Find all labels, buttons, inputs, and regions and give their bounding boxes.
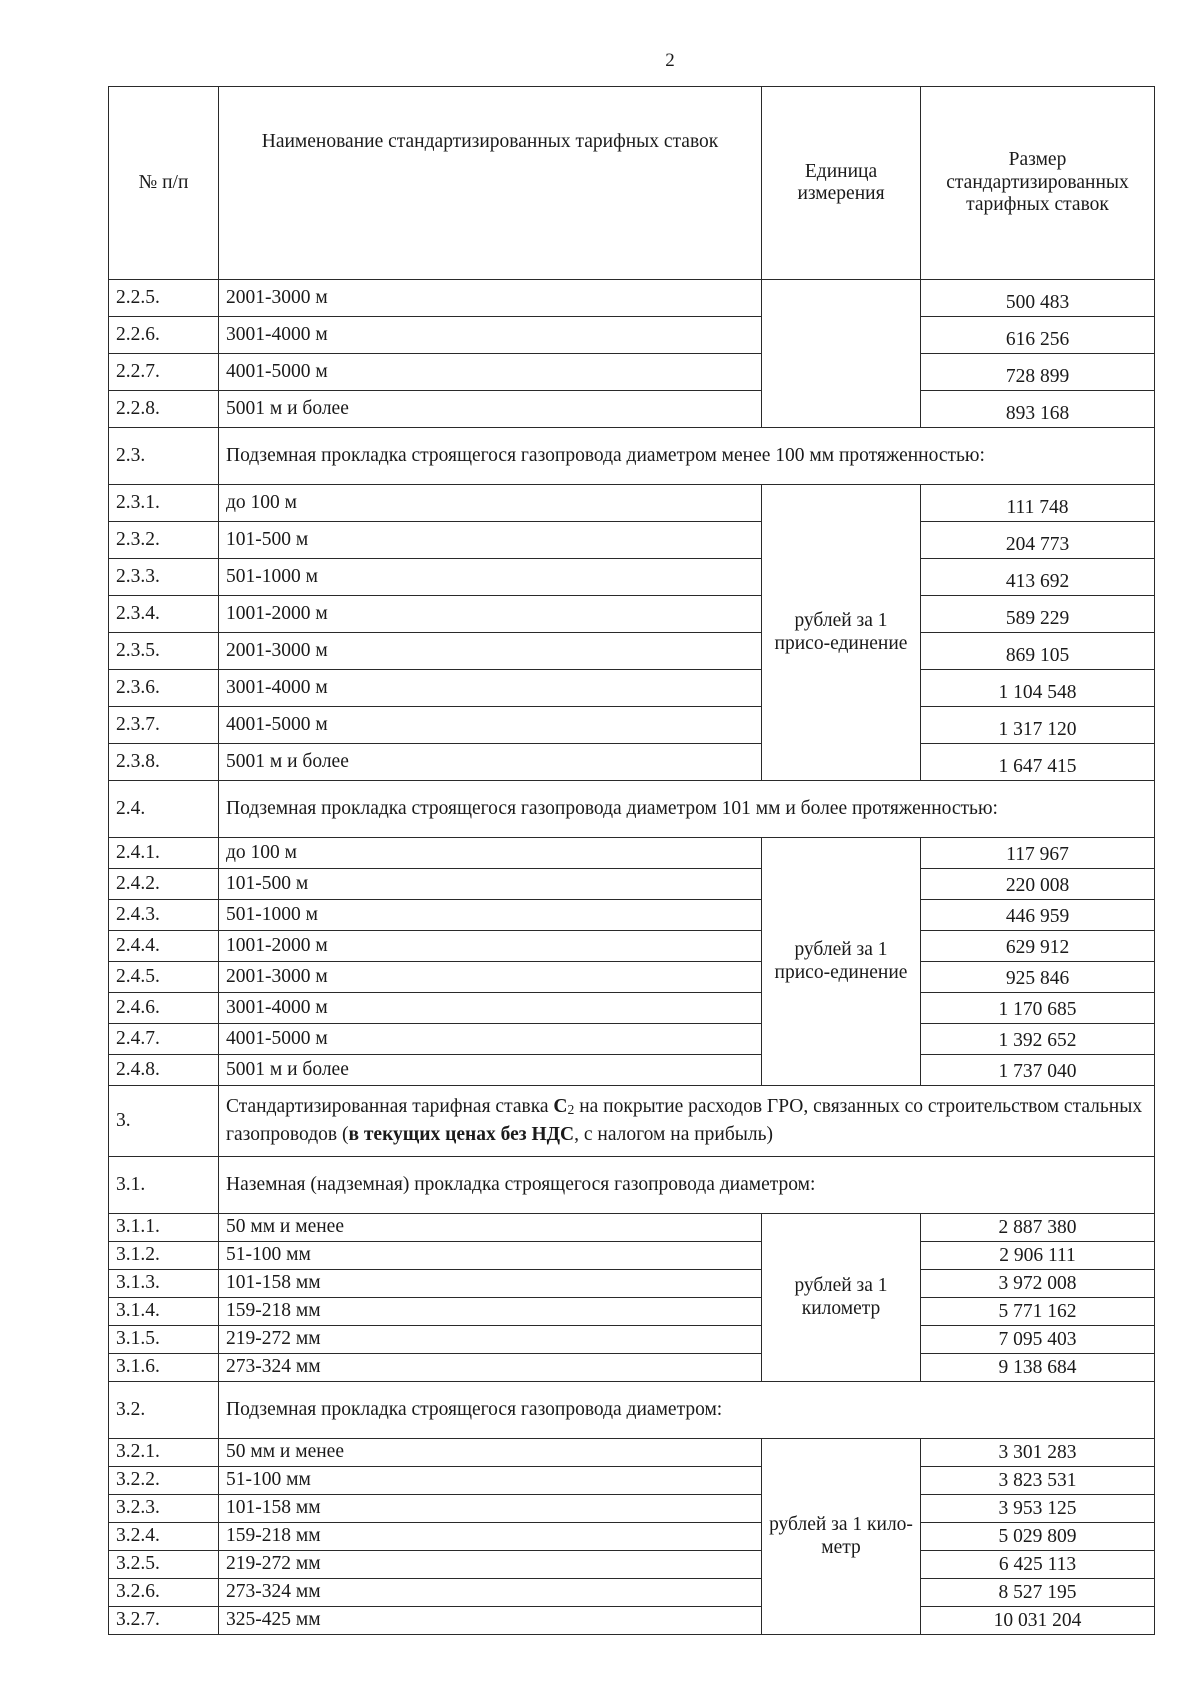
table-row [109, 838, 1155, 869]
table-row [109, 1467, 1155, 1495]
tariff-table [108, 86, 1155, 1635]
section-title [219, 1086, 1155, 1157]
section-3-title-a: Стандартизированная тарифная ставка [226, 1095, 554, 1117]
item-name: 1001-2000 м [219, 931, 762, 962]
item-number: 2.4.1. [109, 838, 219, 869]
item-value: 5 029 809 [921, 1523, 1155, 1551]
item-name: 325-425 мм [219, 1607, 762, 1635]
item-name: 273-324 мм [219, 1579, 762, 1607]
item-value: 1 104 548 [921, 670, 1155, 707]
table-row [109, 559, 1155, 596]
table-row [109, 1579, 1155, 1607]
table-row [109, 900, 1155, 931]
item-name: 51-100 мм [219, 1242, 762, 1270]
item-value: 869 105 [921, 633, 1155, 670]
section-title: Подземная прокладка строящегося газопровода диаметром менее 100 мм протяженностью: [219, 428, 1155, 485]
table-row [109, 485, 1155, 522]
item-value: 9 138 684 [921, 1354, 1155, 1382]
section-row [109, 428, 1155, 485]
item-number: 3.2.3. [109, 1495, 219, 1523]
section-number: 2.4. [109, 781, 219, 838]
header-value: Размер стандартизированных тарифных ставок [921, 87, 1155, 280]
table-row [109, 596, 1155, 633]
item-number: 3.2.1. [109, 1439, 219, 1467]
item-number: 2.3.1. [109, 485, 219, 522]
section-3-title-b: на покрытие расходов ГРО, связанных со строительством стальных газопроводов ( [226, 1095, 1143, 1145]
item-number: 2.3.5. [109, 633, 219, 670]
item-name: 3001-4000 м [219, 993, 762, 1024]
item-number: 2.3.7. [109, 707, 219, 744]
item-value: 3 953 125 [921, 1495, 1155, 1523]
item-number: 2.2.8. [109, 391, 219, 428]
item-name: 101-158 мм [219, 1270, 762, 1298]
item-number: 2.4.8. [109, 1055, 219, 1086]
page-number: 2 [665, 50, 675, 71]
section-title: Подземная прокладка строящегося газопровода диаметром: [219, 1382, 1155, 1439]
item-number: 3.2.4. [109, 1523, 219, 1551]
item-number: 2.4.7. [109, 1024, 219, 1055]
table-row [109, 391, 1155, 428]
header-name: Наименование стандартизированных тарифных ставок [219, 87, 762, 280]
header-unit: Единица измерения [762, 87, 921, 280]
section-title: Наземная (надземная) прокладка строящегося газопровода диаметром: [219, 1157, 1155, 1214]
item-name: 5001 м и более [219, 391, 762, 428]
item-value: 616 256 [921, 317, 1155, 354]
table-row [109, 1495, 1155, 1523]
table-row [109, 1523, 1155, 1551]
item-number: 2.4.5. [109, 962, 219, 993]
table-row [109, 280, 1155, 317]
item-value: 1 170 685 [921, 993, 1155, 1024]
item-value: 1 317 120 [921, 707, 1155, 744]
item-value: 3 972 008 [921, 1270, 1155, 1298]
item-value: 2 887 380 [921, 1214, 1155, 1242]
item-value: 1 737 040 [921, 1055, 1155, 1086]
item-number: 2.2.5. [109, 280, 219, 317]
table-row [109, 707, 1155, 744]
item-value: 629 912 [921, 931, 1155, 962]
table-row [109, 993, 1155, 1024]
item-name: до 100 м [219, 485, 762, 522]
section-row [109, 1157, 1155, 1214]
table-row [109, 1439, 1155, 1467]
table-row [109, 869, 1155, 900]
item-name: 1001-2000 м [219, 596, 762, 633]
section-3-title-end: , с налогом на прибыль) [574, 1124, 773, 1145]
item-value: 446 959 [921, 900, 1155, 931]
item-name: 2001-3000 м [219, 962, 762, 993]
item-name: 101-500 м [219, 869, 762, 900]
section-number: 2.3. [109, 428, 219, 485]
item-value: 1 392 652 [921, 1024, 1155, 1055]
item-value: 5 771 162 [921, 1298, 1155, 1326]
section-3-title-sub: 2 [567, 1101, 575, 1117]
table-row [109, 633, 1155, 670]
item-number: 2.3.2. [109, 522, 219, 559]
item-number: 3.2.7. [109, 1607, 219, 1635]
table-row [109, 1354, 1155, 1382]
item-number: 2.3.3. [109, 559, 219, 596]
item-value: 3 823 531 [921, 1467, 1155, 1495]
item-value: 6 425 113 [921, 1551, 1155, 1579]
item-number: 2.3.6. [109, 670, 219, 707]
item-name: 273-324 мм [219, 1354, 762, 1382]
item-name: 2001-3000 м [219, 633, 762, 670]
item-number: 3.1.6. [109, 1354, 219, 1382]
item-number: 3.1.4. [109, 1298, 219, 1326]
item-name: 219-272 мм [219, 1326, 762, 1354]
item-number: 2.4.4. [109, 931, 219, 962]
item-value: 413 692 [921, 559, 1155, 596]
table-row [109, 1607, 1155, 1635]
item-number: 3.1.1. [109, 1214, 219, 1242]
item-value: 117 967 [921, 838, 1155, 869]
item-value: 204 773 [921, 522, 1155, 559]
item-value: 8 527 195 [921, 1579, 1155, 1607]
unit-cell: рублей за 1 кило-метр [762, 1439, 921, 1635]
item-number: 3.2.5. [109, 1551, 219, 1579]
item-name: 50 мм и менее [219, 1439, 762, 1467]
item-value: 728 899 [921, 354, 1155, 391]
header-num: № п/п [109, 87, 219, 280]
item-number: 3.1.2. [109, 1242, 219, 1270]
section-number: 3.1. [109, 1157, 219, 1214]
item-value: 10 031 204 [921, 1607, 1155, 1635]
item-value: 111 748 [921, 485, 1155, 522]
table-row [109, 1326, 1155, 1354]
item-value: 893 168 [921, 391, 1155, 428]
section-row [109, 1382, 1155, 1439]
item-number: 3.1.5. [109, 1326, 219, 1354]
item-value: 500 483 [921, 280, 1155, 317]
item-name: 2001-3000 м [219, 280, 762, 317]
item-number: 3.2.2. [109, 1467, 219, 1495]
item-value: 589 229 [921, 596, 1155, 633]
item-name: 3001-4000 м [219, 670, 762, 707]
section-number: 3. [109, 1086, 219, 1157]
item-name: 219-272 мм [219, 1551, 762, 1579]
table-row [109, 1270, 1155, 1298]
item-number: 2.3.8. [109, 744, 219, 781]
item-name: до 100 м [219, 838, 762, 869]
unit-cell [762, 280, 921, 428]
item-name: 4001-5000 м [219, 707, 762, 744]
table-row [109, 1551, 1155, 1579]
item-value: 1 647 415 [921, 744, 1155, 781]
table-row [109, 670, 1155, 707]
item-name: 5001 м и более [219, 1055, 762, 1086]
table-row [109, 522, 1155, 559]
item-name: 159-218 мм [219, 1523, 762, 1551]
section-3-title-bold: в текущих ценах без НДС [348, 1124, 575, 1145]
section-3-title-c: C [553, 1095, 568, 1117]
item-number: 2.2.7. [109, 354, 219, 391]
item-number: 2.4.3. [109, 900, 219, 931]
section-row [109, 781, 1155, 838]
item-value: 220 008 [921, 869, 1155, 900]
table-row [109, 1298, 1155, 1326]
item-number: 3.1.3. [109, 1270, 219, 1298]
unit-cell: рублей за 1 километр [762, 1214, 921, 1382]
item-name: 159-218 мм [219, 1298, 762, 1326]
table-row [109, 1055, 1155, 1086]
section-row [109, 1086, 1155, 1157]
table-row [109, 1242, 1155, 1270]
unit-cell: рублей за 1 присо-единение [762, 485, 921, 781]
item-value: 7 095 403 [921, 1326, 1155, 1354]
unit-cell: рублей за 1 присо-единение [762, 838, 921, 1086]
section-title: Подземная прокладка строящегося газопровода диаметром 101 мм и более протяженностью: [219, 781, 1155, 838]
item-name: 4001-5000 м [219, 1024, 762, 1055]
item-number: 2.3.4. [109, 596, 219, 633]
item-name: 101-500 м [219, 522, 762, 559]
item-name: 51-100 мм [219, 1467, 762, 1495]
item-name: 3001-4000 м [219, 317, 762, 354]
table-row [109, 962, 1155, 993]
item-value: 925 846 [921, 962, 1155, 993]
table-header-row [109, 87, 1155, 280]
table-row [109, 1024, 1155, 1055]
item-name: 50 мм и менее [219, 1214, 762, 1242]
item-name: 4001-5000 м [219, 354, 762, 391]
section-number: 3.2. [109, 1382, 219, 1439]
table-row [109, 354, 1155, 391]
item-name: 501-1000 м [219, 559, 762, 596]
item-value: 2 906 111 [921, 1242, 1155, 1270]
item-name: 501-1000 м [219, 900, 762, 931]
table-row [109, 317, 1155, 354]
table-row [109, 1214, 1155, 1242]
item-number: 3.2.6. [109, 1579, 219, 1607]
table-row [109, 931, 1155, 962]
item-name: 5001 м и более [219, 744, 762, 781]
item-value: 3 301 283 [921, 1439, 1155, 1467]
item-number: 2.2.6. [109, 317, 219, 354]
item-number: 2.4.6. [109, 993, 219, 1024]
table-row [109, 744, 1155, 781]
item-name: 101-158 мм [219, 1495, 762, 1523]
item-number: 2.4.2. [109, 869, 219, 900]
